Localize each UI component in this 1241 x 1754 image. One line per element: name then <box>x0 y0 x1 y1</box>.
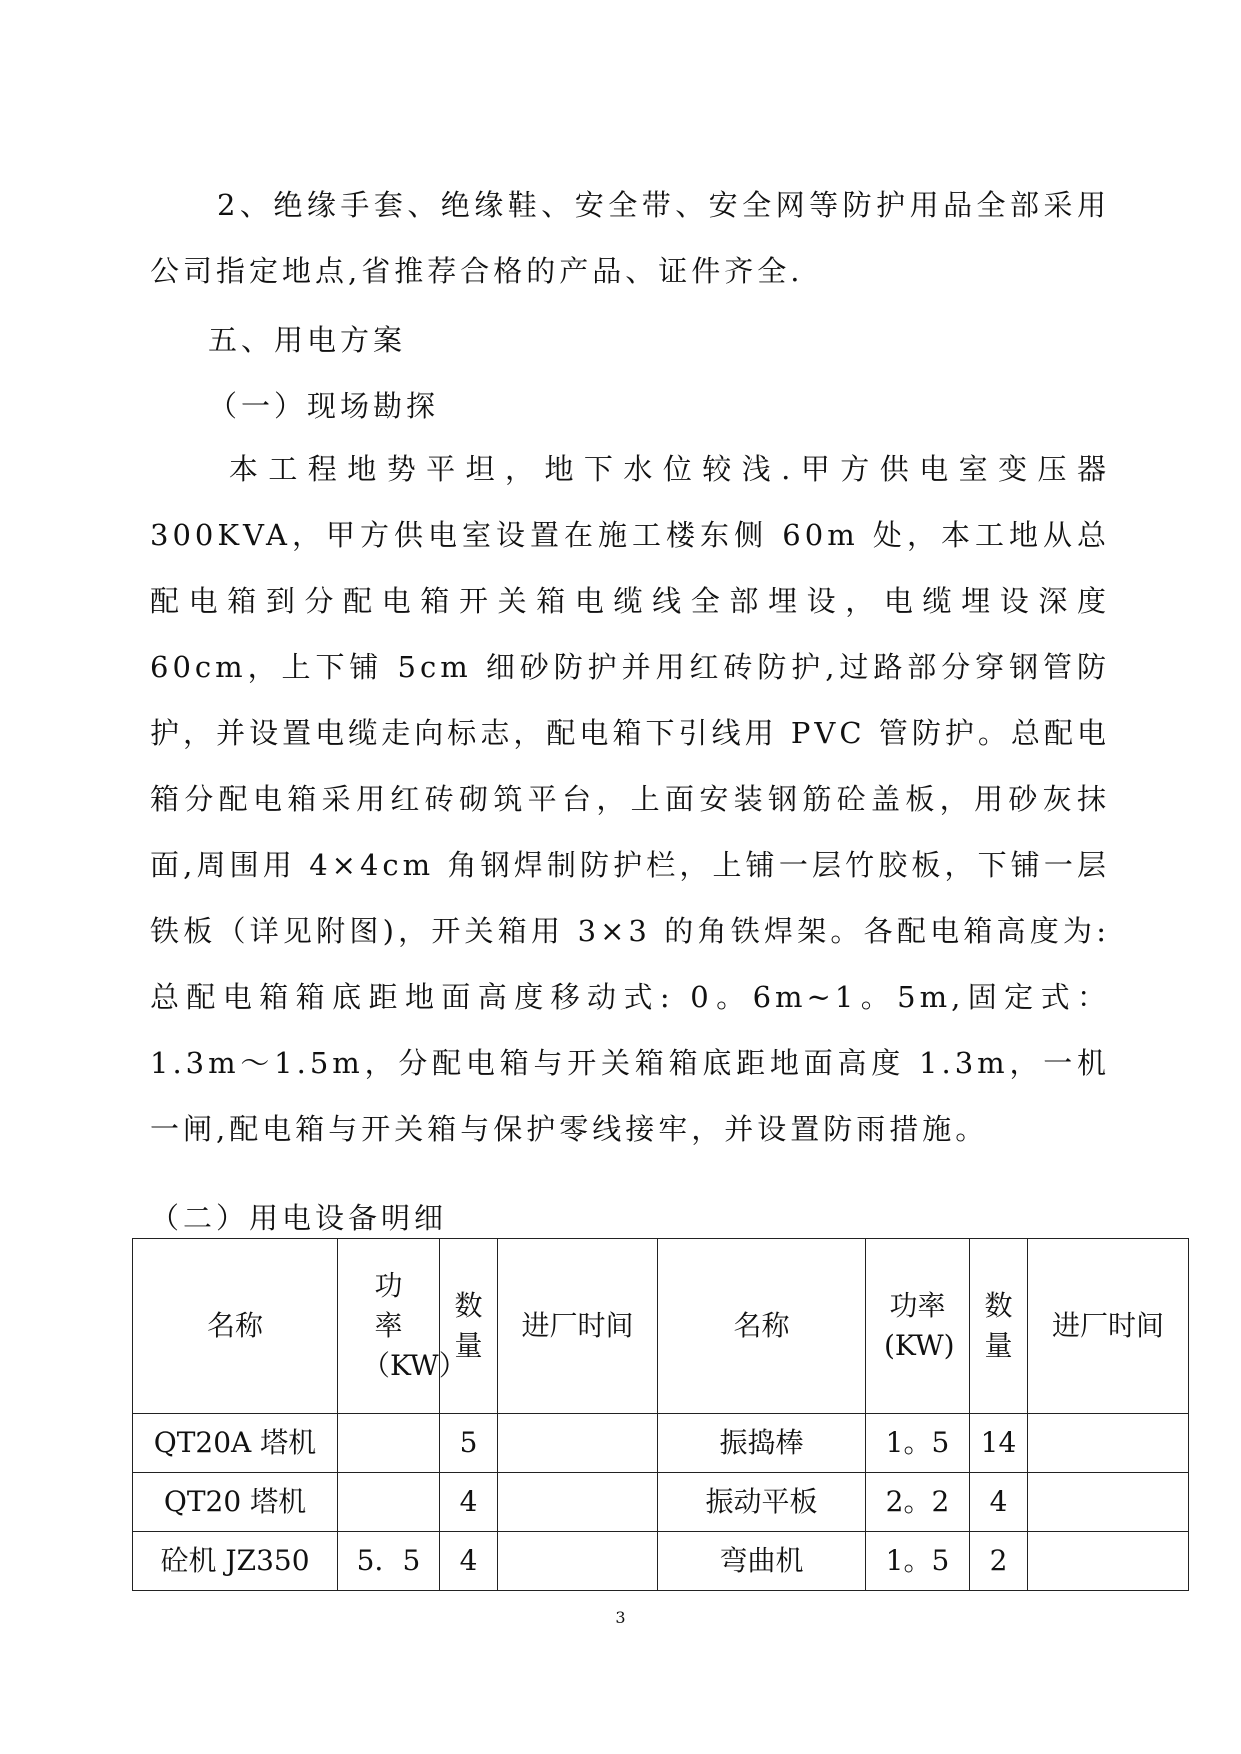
header-power: 功率(KW) <box>866 1239 970 1414</box>
header-name: 名称 <box>133 1239 338 1414</box>
subsection-heading-site-survey: （一）现场勘探 <box>208 389 440 423</box>
table-cell: 4 <box>440 1473 498 1532</box>
equipment-table <box>132 1238 1189 1591</box>
table-header-row <box>133 1239 1189 1414</box>
page-number: 3 <box>615 1608 626 1627</box>
table-cell: 弯曲机 <box>658 1532 866 1591</box>
table-cell: QT20 塔机 <box>133 1473 338 1532</box>
table-cell: 4 <box>440 1532 498 1591</box>
table-cell: 5．5 <box>338 1532 440 1591</box>
paragraph-site-survey: 本工程地势平坦，地下水位较浅.甲方供电室变压器 300KVA，甲方供电室设置在施工楼东侧 60m 处，本工地从总配电箱到分配电箱开关箱电缆线全部埋设，电缆埋设深度 60cm，上下铺 5cm 细砂防护并用红砖防护,过路部分穿钢管防护，并设置电缆走向标志，配电箱下引线用 PVC 管防护。总配电箱分配电箱采用红砖砌筑平台，上面安装钢筋砼盖板，用砂灰抹面,周围用 4×4cm 角钢焊制防护栏，上铺一层竹胶板，下铺一层铁板（详见附图)，开关箱用 3×3 的角铁焊架。各配电箱高度为: 总配电箱箱底距地面高度移动式: 0。6m~1。5m,固定式：1.3m～1.5m，分配电箱与开关箱箱底距地面高度 1.3m，一机一闸,配电箱与开关箱与保护零线接牢，并设置防雨措施。 <box>150 452 1124 1146</box>
paragraph-protective-gear: 2、绝缘手套、绝缘鞋、安全带、安全网等防护用品全部采用公司指定地点,省推荐合格的产品、证件齐全. <box>150 188 1110 288</box>
header-name: 名称 <box>658 1239 866 1414</box>
table-cell: 2。2 <box>866 1473 970 1532</box>
table-cell: 砼机 JZ350 <box>133 1532 338 1591</box>
table-cell <box>338 1414 440 1473</box>
table-cell: QT20A 塔机 <box>133 1414 338 1473</box>
subsection-heading-equipment-list: （二）用电设备明细 <box>150 1201 448 1235</box>
header-quantity: 数量 <box>440 1239 498 1414</box>
table-cell <box>1028 1414 1189 1473</box>
header-quantity: 数量 <box>970 1239 1028 1414</box>
table-cell: 4 <box>970 1473 1028 1532</box>
table-row <box>133 1532 1189 1591</box>
table-cell: 振动平板 <box>658 1473 866 1532</box>
table-cell: 2 <box>970 1532 1028 1591</box>
table-cell <box>498 1414 658 1473</box>
header-arrival-time: 进厂时间 <box>498 1239 658 1414</box>
table-row <box>133 1414 1189 1473</box>
header-arrival-time: 进厂时间 <box>1028 1239 1189 1414</box>
table-cell <box>338 1473 440 1532</box>
table-cell <box>498 1473 658 1532</box>
table-cell: 14 <box>970 1414 1028 1473</box>
header-power: 功率（KW） <box>338 1239 440 1414</box>
table-cell: 振捣棒 <box>658 1414 866 1473</box>
table-cell: 1。5 <box>866 1532 970 1591</box>
table-cell <box>1028 1532 1189 1591</box>
table-cell: 5 <box>440 1414 498 1473</box>
table-cell <box>498 1532 658 1591</box>
section-heading-power-plan: 五、用电方案 <box>208 323 407 357</box>
table-cell: 1。5 <box>866 1414 970 1473</box>
table-cell <box>1028 1473 1189 1532</box>
table-row <box>133 1473 1189 1532</box>
